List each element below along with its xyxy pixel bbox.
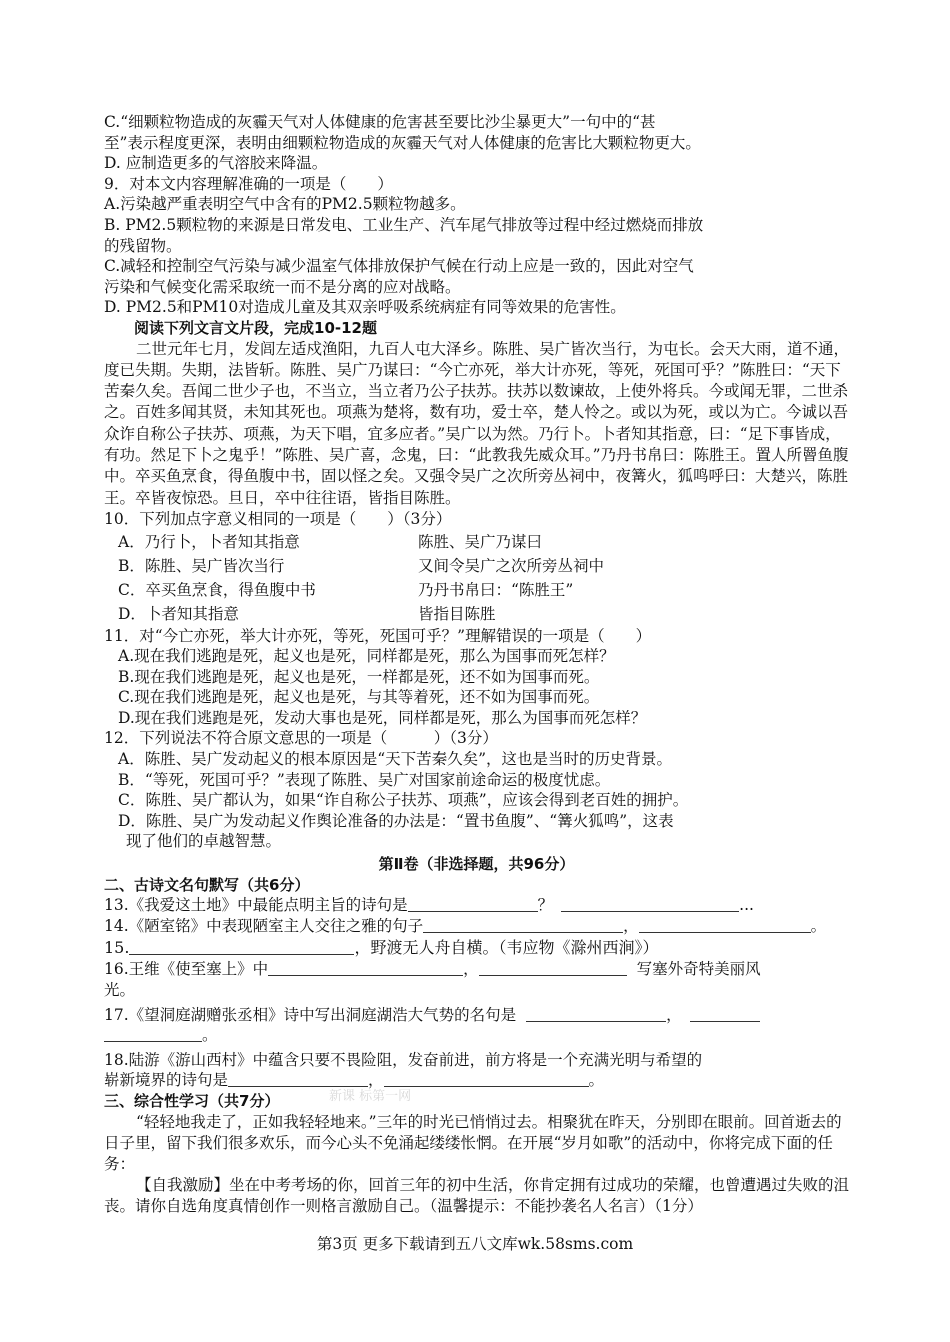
question-10-row-a bbox=[104, 530, 849, 554]
question-9-option-c-line2: 污染和气候变化需采取统一而不是分离的应对战略。 bbox=[104, 277, 461, 296]
question-17-line1 bbox=[104, 1005, 849, 1026]
option-d: D. 应制造更多的气溶胶来降温。 bbox=[104, 154, 328, 173]
q14-comma: ， bbox=[623, 916, 639, 935]
q14-text: 14.《陋室铭》中表现陋室主人交往之雅的句子 bbox=[104, 916, 424, 935]
question-10-stem: 10．下列加点字意义相同的一项是（ ）（3分） bbox=[104, 509, 452, 528]
question-12-stem: 12．下列说法不符合原文意思的一项是（ ）（3分） bbox=[104, 729, 498, 748]
q15-blank[interactable] bbox=[129, 938, 354, 955]
section-3-heading: 三、综合性学习（共7分） bbox=[104, 1091, 280, 1110]
q17-blank-1[interactable] bbox=[526, 1005, 666, 1022]
part-2-title: 第Ⅱ卷（非选择题，共96分） bbox=[378, 855, 575, 874]
q11-option-c: C.现在我们逃跑是死，起义也是死，与其等着死，还不如为国事而死。 bbox=[118, 688, 600, 707]
q13-mark: ？ bbox=[537, 896, 554, 915]
section-3-intro: “轻轻地我走了，正如我轻轻地来。”三年的时光已悄悄过去。相聚犹在昨天，分别即在眼前。回首逝去的日子里，留下我们很多欢乐，而今心头不免涌起缕缕怅惘。在开展“岁月如歌”的活动中，你将完成下面的任务： bbox=[104, 1112, 842, 1173]
q10-c-left: C．卒买鱼烹食，得鱼腹中书 bbox=[118, 580, 316, 599]
q18-comma: ， bbox=[368, 1071, 384, 1090]
watermark: 新课 标第一网 bbox=[329, 1088, 412, 1104]
q12-option-a: A．陈胜、吴广发动起义的根本原因是“天下苦秦久矣”，这也是当时的历史背景。 bbox=[118, 750, 673, 769]
q12-option-d-line1: D．陈胜、吴广为发动起义作舆论准备的办法是：“置书鱼腹”、“篝火狐鸣”，这表 bbox=[118, 811, 674, 830]
q12-option-d-line2: 现了他们的卓越智慧。 bbox=[126, 832, 282, 851]
question-15 bbox=[104, 936, 849, 959]
q16-comma: ， bbox=[463, 960, 479, 979]
question-9-option-b-line1: B. PM2.5颗粒物的来源是日常发电、工业生产、汽车尾气排放等过程中经过燃烧而排放 bbox=[104, 215, 704, 234]
option-c-line1: C.“细颗粒物造成的灰霾天气对人体健康的危害甚至要比沙尘暴更大”一句中的“甚 bbox=[104, 113, 656, 131]
question-9-option-c-line1: C.减轻和控制空气污染与减少温室气体排放保护气候在行动上应是一致的，因此对空气 bbox=[104, 257, 694, 276]
question-10-row-c bbox=[104, 578, 849, 602]
q13-ellipsis: ... bbox=[739, 896, 754, 915]
q15-text: ，野渡无人舟自横。（韦应物《滁州西涧》） bbox=[354, 938, 659, 958]
q13-blank-1[interactable] bbox=[408, 895, 538, 912]
question-10-row-b bbox=[104, 554, 849, 578]
q16-blank-1[interactable] bbox=[268, 959, 463, 976]
q14-blank-1[interactable] bbox=[423, 916, 623, 933]
question-10-row-d bbox=[104, 602, 849, 626]
q18-blank-2[interactable] bbox=[384, 1070, 589, 1087]
q18-period: 。 bbox=[588, 1071, 605, 1090]
question-9-option-d: D. PM2.5和PM10对造成儿童及其双亲呼吸系统病症有同等效果的危害性。 bbox=[104, 298, 626, 317]
q18-text: 崭新境界的诗句是 bbox=[104, 1071, 229, 1090]
q13-blank-2[interactable] bbox=[561, 895, 739, 912]
q10-c-right: 乃丹书帛曰：“陈胜王” bbox=[418, 580, 574, 599]
question-16-line2: 光。 bbox=[104, 981, 136, 999]
q12-option-c: C．陈胜、吴广都认为，如果“诈自称公子扶苏、项燕”，应该会得到老百姓的拥护。 bbox=[118, 791, 689, 810]
q14-blank-2[interactable] bbox=[639, 916, 811, 933]
q10-b-right: 又间令吴广之次所旁丛祠中 bbox=[418, 556, 605, 575]
q11-option-b: B.现在我们逃跑是死，起义也是死，一样都是死，还不如为国事而死。 bbox=[118, 667, 600, 686]
question-11-stem: 11．对“今亡亦死，举大计亦死，等死，死国可乎？”理解错误的一项是（ ） bbox=[104, 626, 652, 645]
q13-text: 13.《我爱这土地》中最能点明主旨的诗句是 bbox=[104, 896, 408, 915]
section-2-heading: 二、古诗文名句默写（共6分） bbox=[104, 875, 310, 894]
question-13 bbox=[104, 895, 849, 916]
question-9-stem: 9．对本文内容理解准确的一项是（ ） bbox=[104, 174, 393, 193]
option-c-line2: 至”表示程度更深，表明由细颗粒物造成的灰霾天气对人体健康的危害比大颗粒物更大。 bbox=[104, 133, 701, 152]
q16-text: 16.王维《使至塞上》中 bbox=[104, 960, 269, 979]
q10-d-right: 皆指目陈胜 bbox=[418, 604, 496, 623]
q16-blank-2[interactable] bbox=[479, 959, 627, 976]
q11-option-d: D.现在我们逃跑是死，发动大事也是死，同样都是死，那么为国事而死怎样？ bbox=[118, 708, 647, 727]
q17-blank-2a[interactable] bbox=[690, 1005, 760, 1022]
page-body bbox=[104, 112, 849, 1217]
question-18-line1: 18.陆游《游山西村》中蕴含只要不畏险阻，发奋前进，前方将是一个充满光明与希望的 bbox=[104, 1050, 703, 1069]
question-16-line1 bbox=[104, 959, 849, 980]
q10-a-left: A．乃行卜，卜者知其指意 bbox=[118, 532, 300, 551]
question-17-line2 bbox=[104, 1025, 849, 1046]
q16-text-end: 写塞外奇特美丽风 bbox=[636, 960, 761, 979]
q17-comma: ， bbox=[666, 1005, 682, 1024]
q10-d-left: D．卜者知其指意 bbox=[118, 604, 239, 623]
q15-number: 15. bbox=[104, 938, 130, 958]
question-9-option-b-line2: 的残留物。 bbox=[104, 236, 182, 255]
q17-period: 。 bbox=[202, 1026, 218, 1045]
classical-heading: 阅读下列文言文片段，完成10-12题 bbox=[134, 318, 377, 337]
q10-b-left: B．陈胜、吴广皆次当行 bbox=[118, 556, 285, 575]
question-14 bbox=[104, 916, 849, 937]
self-motivation-task: 【自我激励】坐在中考考场的你，回首三年的初中生活，你肯定拥有过成功的荣耀，也曾遭遇过失败的沮丧。请你自选角度真情创作一则格言激励自己。（温馨提示：不能抄袭名人名言）（1分） bbox=[104, 1175, 850, 1215]
q10-a-right: 陈胜、吴广乃谋曰 bbox=[418, 532, 543, 551]
question-9-option-a: A.污染越严重表明空气中含有的PM2.5颗粒物越多。 bbox=[104, 195, 466, 214]
q17-text: 17.《望洞庭湖赠张丞相》诗中写出洞庭湖浩大气势的名句是 bbox=[104, 1005, 517, 1024]
page-footer: 第3页 更多下载请到五八文库wk.58sms.com bbox=[316, 1235, 634, 1253]
q12-option-b: B．“等死，死国可乎？”表现了陈胜、吴广对国家前途命运的极度忧虑。 bbox=[118, 770, 611, 789]
q18-blank-1[interactable] bbox=[228, 1070, 368, 1087]
q11-option-a: A.现在我们逃跑是死，起义也是死，同样都是死，那么为国事而死怎样？ bbox=[118, 647, 615, 666]
q14-period: 。 bbox=[810, 916, 827, 935]
question-18-line2 bbox=[104, 1070, 849, 1091]
section-3-line bbox=[104, 1088, 849, 1112]
classical-text: 二世元年七月，发闾左适戍渔阳，九百人屯大泽乡。陈胜、吴广皆次当行，为屯长。会天大雨，道不通，度已失期。失期，法皆斩。陈胜、吴广乃谋曰：“今亡亦死，举大计亦死，等死，死国可乎？”陈胜曰：“天下苦秦久矣。吾闻二世少子也，不当立，当立者乃公子扶苏。扶苏以数谏故，上使外将兵。今或闻无罪，二世杀之。百姓多闻其贤，未知其死也。项燕为楚将，数有功，爱士卒，楚人怜之。或以为死，或以为亡。今诚以吾众诈自称公子扶苏、项燕，为天下唱，宜多应者。”吴广以为然。乃行卜。卜者知其指意，曰：“足下事皆成，有功。然足下卜之鬼乎！”陈胜、吴广喜，念鬼，曰：“此教我先威众耳。”乃丹书帛曰：陈胜王。置人所罾鱼腹中。卒买鱼烹食，得鱼腹中书，固以怪之矣。又强令吴广之次所旁丛祠中，夜篝火，狐鸣呼曰：大楚兴，陈胜王。卒皆夜惊恐。旦日，卒中往往语，皆指目陈胜。 bbox=[104, 339, 850, 507]
q17-blank-2b[interactable] bbox=[104, 1025, 202, 1042]
